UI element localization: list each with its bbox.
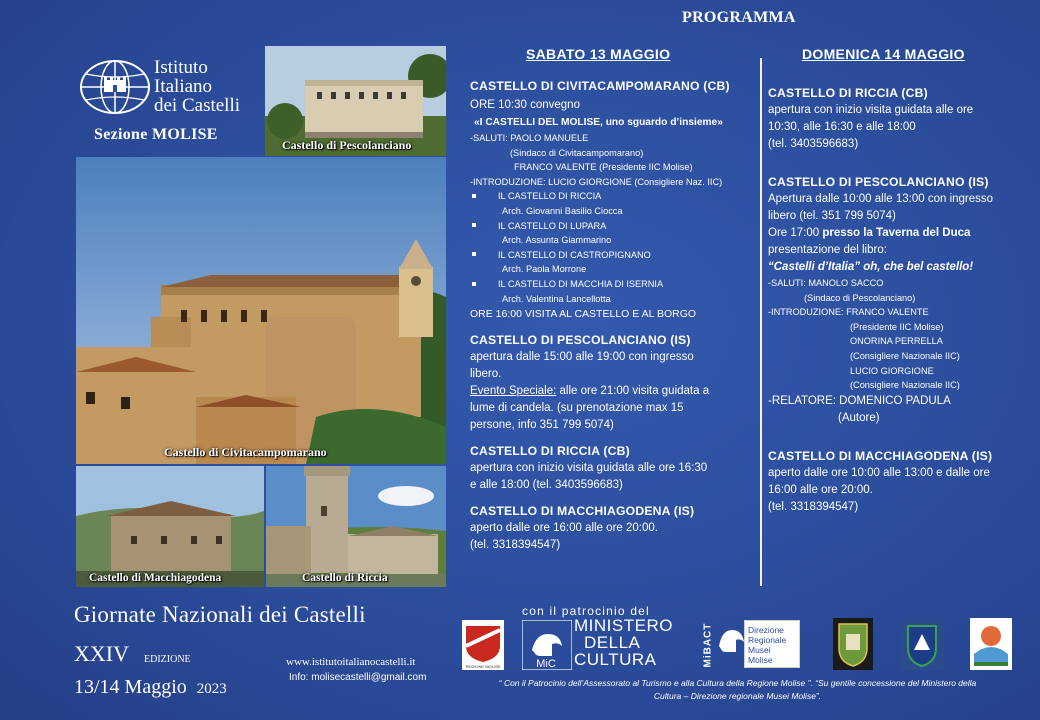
sun-pesco-section — [768, 174, 1030, 427]
sun-pesco-venue: presso la Taverna del Duca — [822, 227, 971, 239]
sat-riccia-title: CASTELLO DI RICCIA (CB) — [470, 444, 630, 459]
sat-macchia-title: CASTELLO DI MACCHIAGODENA (IS) — [470, 504, 695, 519]
logo-line-3: dei Castelli — [154, 95, 241, 116]
sun-macchia-line3: (tel. 3318394547) — [768, 500, 859, 513]
sun-riccia-section — [768, 85, 1030, 153]
sat-event-text: alle ore 21:00 visita guidata a — [556, 385, 710, 398]
sun-relatore: -RELATORE: DOMENICO PADULA — [768, 394, 951, 407]
bullet-icon — [472, 194, 476, 198]
globe-icon — [78, 58, 152, 116]
caption-pescolanciano: Castello di Pescolanciano — [282, 138, 412, 152]
sat-conference-title: «I CASTELLI DEL MOLISE, uno sguardo d’insieme» — [474, 117, 723, 128]
sat-civita-section — [470, 78, 760, 323]
sat-talk-4-speaker: Arch. Valentina Lancellotta — [502, 293, 611, 304]
website-link[interactable]: www.istitutoitalianocastelli.it — [286, 656, 416, 668]
sat-pesco-line5: persone, info 351 799 5074) — [470, 419, 614, 432]
sat-talk-3 — [470, 248, 760, 263]
ministry-line-2: DELLA — [584, 633, 641, 652]
logo-line-1: Istituto — [154, 57, 208, 78]
sunday-title: DOMENICA 14 MAGGIO — [802, 46, 965, 62]
sun-intro-2: ONORINA PERRELLA — [850, 336, 943, 347]
sat-riccia-line1: apertura con inizio visita guidata alle ore 16:30 — [470, 462, 708, 475]
sun-macchia-title: CASTELLO DI MACCHIAGODENA (IS) — [768, 448, 993, 463]
sat-riccia-section — [470, 443, 760, 494]
saturday-column — [470, 46, 760, 554]
sun-pesco-title: CASTELLO DI PESCOLANCIANO (IS) — [768, 175, 989, 189]
iic-logo — [78, 58, 263, 148]
sat-civita-time: ORE 10:30 convegno — [470, 99, 580, 111]
year-text: 2023 — [196, 681, 227, 697]
section-label: Sezione MOLISE — [94, 126, 218, 143]
direzione-line-1: Direzione — [748, 625, 784, 635]
sat-pesco-line4: lume di candela. (su prenotazione max 15 — [470, 402, 684, 415]
sun-macchia-line2: 16:00 alle ore 20:00. — [768, 483, 873, 496]
sun-intro-role-2: (Consigliere Nazionale IIC) — [850, 350, 960, 361]
mic-logo — [522, 620, 572, 670]
sun-riccia-title: CASTELLO DI RICCIA (CB) — [768, 86, 928, 100]
photo-riccia — [266, 466, 446, 587]
column-divider — [760, 58, 762, 586]
ministry-line-3: CULTURA — [574, 650, 657, 669]
regione-shield-icon — [462, 620, 504, 670]
sun-pesco-line2: libero (tel. 351 799 5074) — [768, 210, 896, 222]
direzione-icon — [716, 620, 746, 660]
sun-macchia-section — [768, 448, 1030, 516]
patronage-notes — [455, 677, 1020, 703]
sun-intro: -INTRODUZIONE: FRANCO VALENTE — [768, 307, 929, 318]
sun-pesco-line1: Apertura dalle 10:00 alle 13:00 con ingresso — [768, 193, 994, 205]
sun-saluti-role: (Sindaco di Pescolanciano) — [804, 292, 916, 303]
photo-pescolanciano — [265, 46, 446, 156]
sun-pesco-time: Ore 17:00 — [768, 227, 823, 239]
patronage-label: con il patrocinio del — [522, 604, 650, 618]
sat-talk-2-title: IL CASTELLO DI LUPARA — [498, 220, 607, 231]
pescolanciano-crest-icon — [900, 618, 944, 670]
sunday-column — [768, 46, 1030, 516]
bullet-icon — [472, 282, 476, 286]
sat-macchia-section — [470, 503, 760, 554]
regione-label: REGIONE MOLISE — [465, 664, 501, 669]
dates-text: 13/14 Maggio — [74, 676, 187, 698]
photo-macchiagodena — [76, 466, 264, 587]
sat-riccia-line2: e alle 18:00 (tel. 3403596683) — [470, 479, 623, 492]
sat-talk-1-title: IL CASTELLO DI RICCIA — [498, 191, 602, 202]
sat-pesco-section — [470, 332, 760, 434]
logo-text — [154, 58, 240, 115]
sat-macchia-line1: aperto dalle ore 16:00 alle ore 20:00. — [470, 522, 658, 535]
sat-pesco-line1: apertura dalle 15:00 alle 19:00 con ingresso — [470, 351, 694, 364]
direzione-line-2: Regionale Musei — [748, 635, 787, 655]
photo-civitacampomarano — [76, 157, 446, 464]
sat-talk-1 — [470, 189, 760, 204]
sat-talk-3-speaker: Arch. Paola Morrone — [502, 264, 587, 275]
sun-intro-role-1: (Presidente IIC Molise) — [850, 321, 944, 332]
sun-macchia-line1: aperto dalle ore 10:00 alle 13:00 e dalle ore — [768, 466, 990, 479]
sat-talk-1-speaker: Arch. Giovanni Basilio Ciocca — [502, 205, 623, 216]
sat-event-label: Evento Speciale: — [470, 385, 557, 398]
direzione-regionale-logo — [744, 620, 800, 668]
sat-pesco-event — [470, 383, 760, 400]
sat-macchia-line2: (tel. 3318394547) — [470, 539, 561, 552]
sat-talk-4 — [470, 277, 760, 292]
riccia-crest-icon — [970, 618, 1012, 670]
edition-number: XXIV — [74, 641, 129, 666]
sat-talk-3-title: IL CASTELLO DI CASTROPIGNANO — [498, 249, 651, 260]
caption-macchiagodena: Castello di Macchiagodena — [89, 572, 222, 584]
sat-civita-title: CASTELLO DI CIVITACAMPOMARANO (CB) — [470, 79, 730, 93]
sat-saluti: -SALUTI: PAOLO MANUELE — [470, 133, 589, 143]
sun-book-title: “Castelli d’Italia” oh, che bel castello! — [768, 261, 974, 273]
notes-line-1: “ Con il Patrocinio dell’Assessorato al Turismo e alla Cultura della Regione Molise ”. “Su gentile concessione del Ministero della — [498, 678, 977, 688]
sat-talk-4-title: IL CASTELLO DI MACCHIA DI ISERNIA — [498, 278, 664, 289]
notes-line-2: Cultura – Direzione regionale Musei Molise”. — [653, 691, 822, 701]
sun-riccia-line2: 10:30, alle 16:30 e alle 18:00 — [768, 121, 916, 133]
sat-intro: -INTRODUZIONE: LUCIO GIORGIONE (Consigliere Naz. IIC) — [470, 176, 723, 187]
sat-saluti-role: (Sindaco di Civitacampomarano) — [510, 147, 644, 158]
sat-saluti-2: FRANCO VALENTE (Presidente IIC Molise) — [514, 162, 693, 173]
ministry-line-1: MINISTERO — [574, 616, 673, 635]
sat-pesco-line2: libero. — [470, 368, 502, 381]
sun-relatore-role: (Autore) — [838, 411, 880, 424]
logo-line-2: Italiano — [154, 76, 213, 97]
sun-riccia-line3: (tel. 3403596683) — [768, 138, 859, 150]
sun-intro-role-3: (Consigliere Nazionale IIC) — [850, 380, 960, 391]
sun-intro-3: LUCIO GIORGIONE — [850, 365, 934, 376]
sat-visit: ORE 16:00 VISITA AL CASTELLO E AL BORGO — [470, 308, 697, 321]
event-dates — [74, 676, 227, 699]
bullet-icon — [472, 252, 476, 256]
sun-pesco-line3 — [768, 225, 1030, 242]
caption-riccia: Castello di Riccia — [302, 572, 388, 584]
regione-molise-logo — [462, 620, 504, 670]
civitacampomarano-crest-icon — [833, 618, 873, 670]
sat-talk-2 — [470, 219, 760, 234]
mibact-text: MiBACT — [702, 622, 714, 668]
saturday-title: SABATO 13 MAGGIO — [526, 46, 671, 62]
sun-pesco-line4: presentazione del libro: — [768, 244, 887, 256]
mic-text: MiC — [536, 658, 556, 670]
program-title: PROGRAMMA — [682, 9, 796, 26]
ministry-patronage — [520, 604, 680, 670]
event-name: Giornate Nazionali dei Castelli — [74, 602, 366, 627]
info-email[interactable]: Info: molisecastelli@gmail.com — [289, 672, 427, 683]
bullet-icon — [472, 223, 476, 227]
sun-riccia-line1: apertura con inizio visita guidata alle ore — [768, 104, 974, 116]
sun-saluti: -SALUTI: MANOLO SACCO — [768, 278, 884, 288]
ministry-name — [574, 617, 673, 668]
sat-talk-2-speaker: Arch. Assunta Giammarino — [502, 235, 612, 246]
sat-pesco-title: CASTELLO DI PESCOLANCIANO (IS) — [470, 333, 691, 348]
caption-civitacampomarano: Castello di Civitacampomarano — [164, 445, 327, 459]
mibact-vertical — [700, 608, 714, 670]
edition-label: EDIZIONE — [144, 654, 191, 665]
direzione-line-3: Molise — [748, 655, 773, 665]
